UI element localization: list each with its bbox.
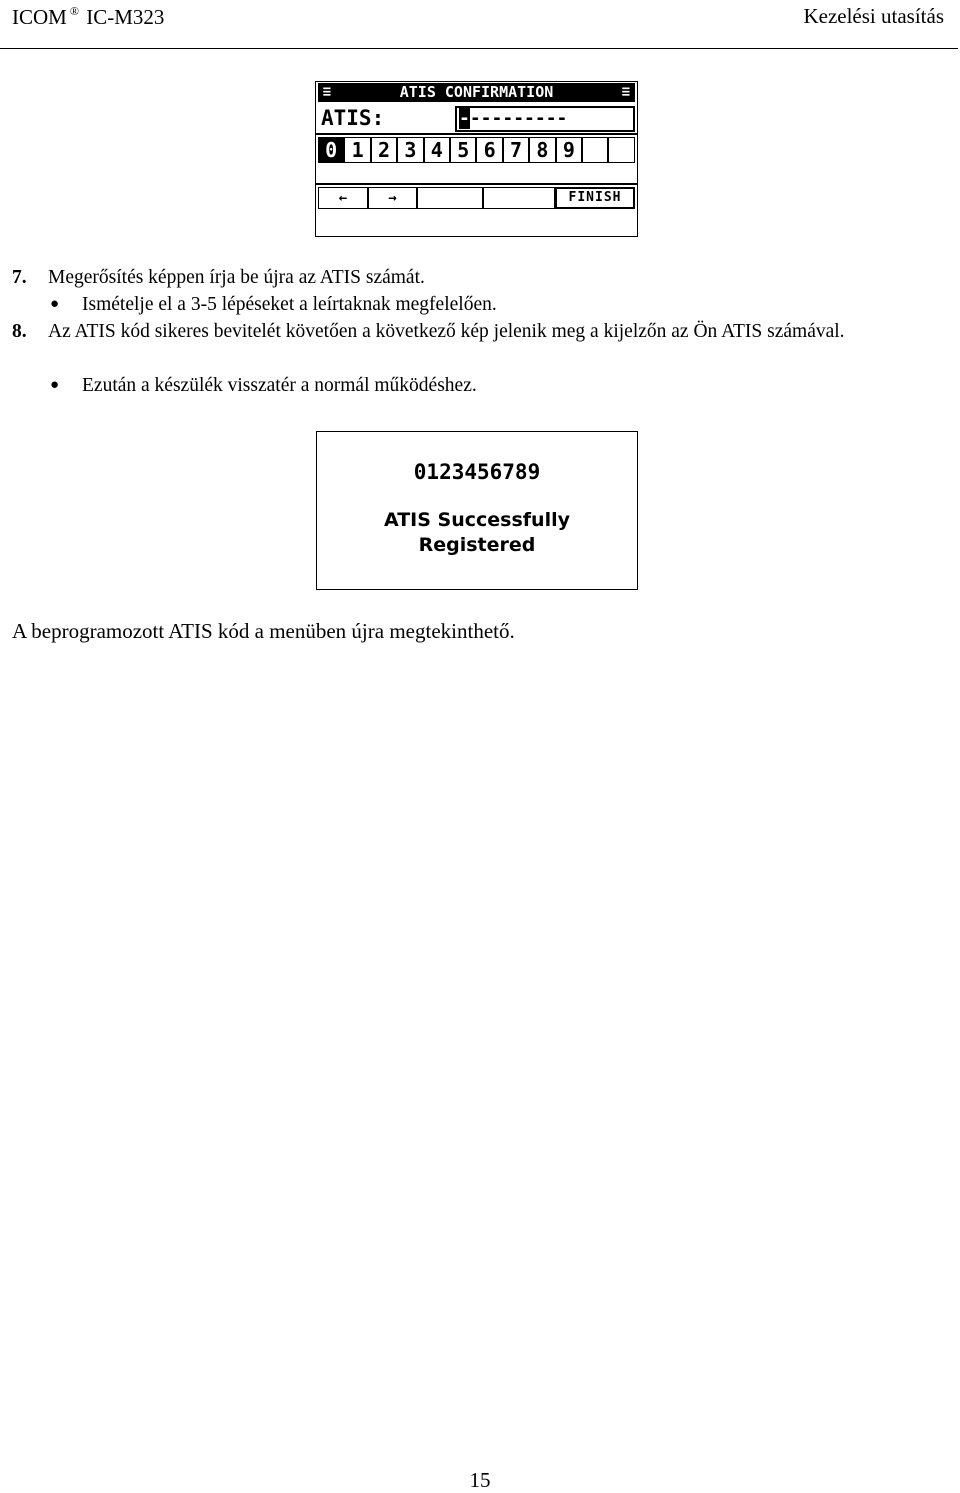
menu-left-icon: ≡ (322, 84, 332, 100)
digit-cell-6[interactable]: 6 (476, 137, 502, 163)
bullet-text: Ismételje el a 3-5 lépéseket a leírtaknak megfelelően. (82, 294, 497, 315)
step-text: Megerősítés képpen írja be újra az ATIS számát. (48, 267, 425, 288)
step-8-text: Az ATIS kód sikeres bevitelét követően a következő kép jelenik meg a kijelzőn az Ön ATIS számával. (48, 321, 845, 342)
atis-cursor: - (459, 108, 470, 129)
bullet-icon: ● (50, 296, 60, 312)
registered-mark-icon: ® (69, 4, 79, 18)
closing-paragraph: A beprogramozott ATIS kód a menüben újra megtekinthető. (12, 619, 515, 643)
screen-title-bar (318, 83, 635, 102)
document-title: Kezelési utasítás (803, 4, 944, 28)
menu-right-icon: ≡ (621, 84, 631, 100)
digit-cell-empty (608, 137, 634, 163)
header-brand (12, 4, 164, 30)
atis-confirmation-screen (315, 81, 638, 237)
atis-registered-screen (316, 431, 638, 590)
digit-cell-1[interactable]: 1 (344, 137, 370, 163)
empty-softkey (483, 187, 555, 209)
cursor-right-button[interactable]: → (368, 187, 417, 209)
cursor-left-button[interactable]: ← (318, 187, 368, 209)
digit-cell-7[interactable]: 7 (503, 137, 529, 163)
digit-cell-5[interactable]: 5 (450, 137, 476, 163)
digit-cell-3[interactable]: 3 (397, 137, 423, 163)
digit-cell-4[interactable]: 4 (424, 137, 450, 163)
digit-cell-0[interactable]: 0 (318, 137, 344, 163)
step-8-number: 8. (12, 321, 27, 342)
registration-message (317, 508, 637, 558)
brand-name: ICOM (12, 5, 67, 29)
digit-cell-2[interactable]: 2 (371, 137, 397, 163)
nav-bar (318, 187, 635, 209)
empty-softkey (417, 187, 483, 209)
screen-divider (316, 183, 637, 185)
header-divider (0, 48, 958, 49)
step-number: 7. (12, 267, 27, 288)
atis-label: ATIS: (321, 106, 385, 130)
screen-divider (316, 133, 637, 135)
digit-cell-8[interactable]: 8 (529, 137, 555, 163)
model-name: IC-M323 (86, 5, 165, 29)
bullet-text: Ezután a készülék visszatér a normál működéshez. (82, 375, 477, 396)
digit-cell-empty (582, 137, 608, 163)
atis-input-field[interactable] (455, 106, 635, 132)
message-line-2: Registered (418, 534, 536, 556)
registered-atis-number: 0123456789 (413, 460, 541, 484)
message-line-1: ATIS Successfully (383, 509, 570, 531)
atis-placeholder-dashes: --------- (469, 108, 568, 129)
digit-cell-9[interactable]: 9 (556, 137, 582, 163)
bullet-icon: ● (50, 377, 60, 393)
page-number: 15 (469, 1468, 491, 1492)
digit-selector (318, 137, 635, 163)
screen-title: ATIS CONFIRMATION (399, 83, 554, 101)
finish-button[interactable]: FINISH (555, 187, 635, 209)
